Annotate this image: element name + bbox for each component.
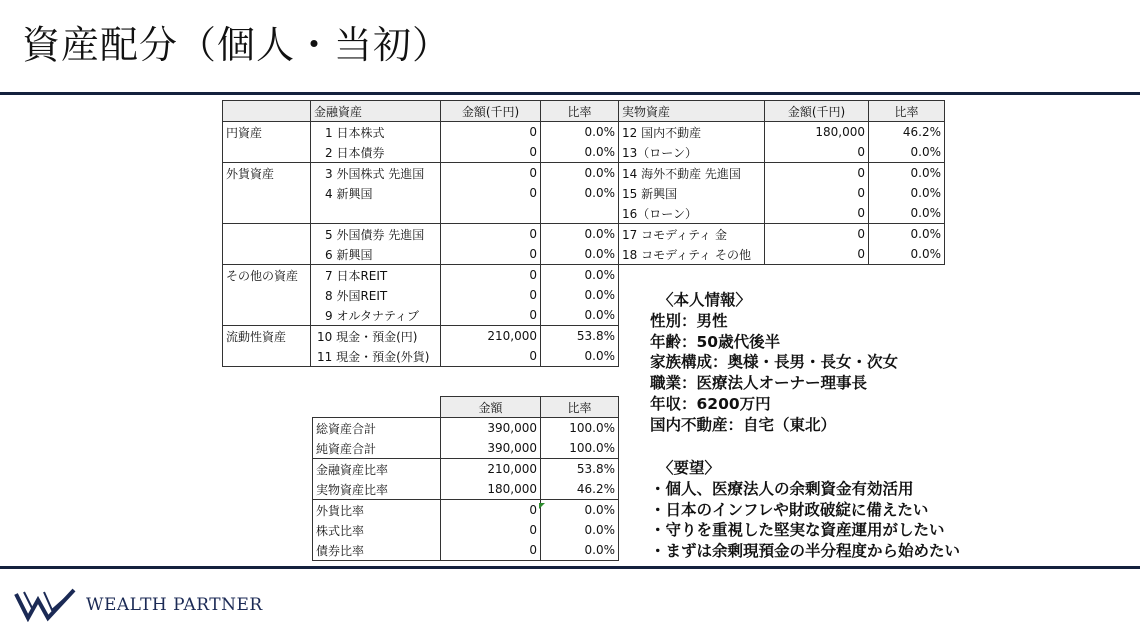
ratio-cell: 0.0% — [541, 346, 619, 367]
brand-logo — [14, 588, 263, 622]
table-row — [223, 265, 945, 286]
brand-name: WEALTH PARTNER — [86, 595, 263, 615]
wish-line: ・守りを重視した堅実な資産運用がしたい — [650, 521, 945, 540]
item-cell — [311, 203, 441, 224]
profile-section — [650, 290, 898, 436]
amount-cell: 0 — [441, 265, 541, 286]
item-cell: 4 新興国 — [311, 183, 441, 203]
category-cell: 流動性資産 — [223, 326, 311, 347]
ratio-cell: 0.0% — [541, 224, 619, 245]
profile-heading: 〈本人情報〉 — [658, 291, 752, 309]
header-cell: 金融資産 — [311, 101, 441, 122]
summary-table — [312, 396, 619, 561]
ratio-cell: 53.8% — [541, 326, 619, 347]
profile-line: 家族構成：奥様・長男・長女・次女 — [650, 353, 899, 372]
amount-cell: 0 — [765, 183, 869, 203]
table-row — [223, 224, 945, 245]
table-header-row — [223, 101, 945, 122]
amount-cell: 0 — [765, 203, 869, 224]
wish-line: ・個人、医療法人の余剰資金有効活用 — [650, 479, 914, 498]
header-cell: 比率 — [541, 101, 619, 122]
page-title: 資産配分（個人・当初） — [22, 23, 452, 67]
profile-line: 年齢：50歳代後半 — [650, 332, 781, 351]
table-row — [223, 163, 945, 184]
item-cell: 2 日本債券 — [311, 142, 441, 163]
amount-cell: 0 — [441, 142, 541, 163]
label-cell: 債券比率 — [313, 540, 441, 561]
ratio-cell: 53.8% — [541, 459, 619, 480]
amount-cell: 0 — [441, 244, 541, 265]
label-cell: 純資産合計 — [313, 438, 441, 459]
category-cell — [223, 346, 311, 367]
ratio-cell: 0.0% — [541, 500, 619, 521]
table-row — [313, 459, 619, 480]
label-cell: 金融資産比率 — [313, 459, 441, 480]
amount-cell: 0 — [765, 142, 869, 163]
item-cell: 9 オルタナティブ — [311, 305, 441, 326]
item-cell: 1 日本株式 — [311, 122, 441, 143]
bottom-divider — [0, 566, 1140, 569]
category-cell: 円資産 — [223, 122, 311, 143]
item-cell: 7 日本REIT — [311, 265, 441, 286]
empty-cell — [619, 265, 945, 286]
table-row — [313, 418, 619, 439]
profile-line: 年収：6200万円 — [650, 394, 771, 413]
item-cell: 17 コモディティ 金 — [619, 224, 765, 245]
category-cell: その他の資産 — [223, 265, 311, 286]
amount-cell: 0 — [441, 305, 541, 326]
amount-cell: 0 — [441, 163, 541, 184]
ratio-cell: 0.0% — [869, 224, 945, 245]
item-cell: 5 外国債券 先進国 — [311, 224, 441, 245]
table-row — [313, 540, 619, 561]
table-row — [313, 500, 619, 521]
amount-cell: 0 — [765, 163, 869, 184]
top-divider — [0, 92, 1140, 95]
wish-line: ・まずは余剰現預金の半分程度から始めたい — [650, 542, 961, 561]
item-cell: 12 国内不動産 — [619, 122, 765, 143]
header-cell: 比率 — [869, 101, 945, 122]
header-cell — [313, 397, 441, 418]
header-cell — [223, 101, 311, 122]
ratio-cell: 46.2% — [869, 122, 945, 143]
item-cell: 11 現金・預金(外貨) — [311, 346, 441, 367]
ratio-cell: 100.0% — [541, 418, 619, 439]
amount-cell: 210,000 — [441, 459, 541, 480]
cell-comment-marker — [539, 503, 545, 509]
header-cell: 実物資産 — [619, 101, 765, 122]
category-cell — [223, 244, 311, 265]
table-row — [223, 244, 945, 265]
amount-cell: 180,000 — [765, 122, 869, 143]
label-cell: 総資産合計 — [313, 418, 441, 439]
item-cell: 16（ローン） — [619, 203, 765, 224]
ratio-cell — [541, 203, 619, 224]
wishes-section — [650, 458, 960, 562]
item-cell: 8 外国REIT — [311, 285, 441, 305]
amount-cell: 0 — [441, 285, 541, 305]
item-cell: 6 新興国 — [311, 244, 441, 265]
amount-cell — [441, 203, 541, 224]
ratio-cell: 0.0% — [869, 244, 945, 265]
wish-line: ・日本のインフレや財政破綻に備えたい — [650, 500, 929, 519]
ratio-cell: 0.0% — [541, 285, 619, 305]
item-cell: 3 外国株式 先進国 — [311, 163, 441, 184]
table-row — [223, 203, 945, 224]
ratio-cell: 0.0% — [869, 163, 945, 184]
ratio-cell: 0.0% — [869, 183, 945, 203]
ratio-cell: 0.0% — [541, 540, 619, 561]
wp-logo-icon — [14, 588, 76, 622]
amount-cell: 0 — [441, 224, 541, 245]
ratio-cell: 0.0% — [541, 305, 619, 326]
amount-cell: 180,000 — [441, 479, 541, 500]
table-row — [223, 142, 945, 163]
table-row — [223, 122, 945, 143]
amount-cell: 0 — [441, 183, 541, 203]
amount-cell: 0 — [441, 500, 541, 521]
profile-line: 性別：男性 — [650, 311, 728, 330]
category-cell — [223, 203, 311, 224]
ratio-cell: 0.0% — [541, 142, 619, 163]
category-cell — [223, 224, 311, 245]
ratio-cell: 0.0% — [541, 163, 619, 184]
ratio-cell: 0.0% — [869, 203, 945, 224]
ratio-cell: 0.0% — [541, 265, 619, 286]
category-cell — [223, 183, 311, 203]
table-row — [313, 520, 619, 540]
item-cell: 13（ローン） — [619, 142, 765, 163]
item-cell: 15 新興国 — [619, 183, 765, 203]
header-cell: 金額(千円) — [765, 101, 869, 122]
ratio-cell: 0.0% — [541, 183, 619, 203]
table-header-row — [313, 397, 619, 418]
header-cell: 金額(千円) — [441, 101, 541, 122]
label-cell: 株式比率 — [313, 520, 441, 540]
label-cell: 外貨比率 — [313, 500, 441, 521]
table-row — [313, 438, 619, 459]
ratio-cell: 0.0% — [541, 122, 619, 143]
wishes-heading: 〈要望〉 — [658, 459, 721, 477]
ratio-cell: 0.0% — [869, 142, 945, 163]
category-cell — [223, 285, 311, 305]
header-cell: 比率 — [541, 397, 619, 418]
category-cell — [223, 142, 311, 163]
ratio-cell: 0.0% — [541, 244, 619, 265]
amount-cell: 0 — [441, 346, 541, 367]
amount-cell: 0 — [441, 122, 541, 143]
amount-cell: 390,000 — [441, 438, 541, 459]
category-cell: 外貨資産 — [223, 163, 311, 184]
profile-line: 職業：医療法人オーナー理事長 — [650, 374, 868, 393]
amount-cell: 0 — [441, 520, 541, 540]
profile-line: 国内不動産：自宅（東北） — [650, 415, 837, 434]
category-cell — [223, 305, 311, 326]
item-cell: 18 コモディティ その他 — [619, 244, 765, 265]
item-cell: 10 現金・預金(円) — [311, 326, 441, 347]
header-cell: 金額 — [441, 397, 541, 418]
table-row — [223, 183, 945, 203]
amount-cell: 210,000 — [441, 326, 541, 347]
item-cell: 14 海外不動産 先進国 — [619, 163, 765, 184]
amount-cell: 390,000 — [441, 418, 541, 439]
ratio-cell: 100.0% — [541, 438, 619, 459]
amount-cell: 0 — [441, 540, 541, 561]
label-cell: 実物資産比率 — [313, 479, 441, 500]
amount-cell: 0 — [765, 244, 869, 265]
ratio-cell: 0.0% — [541, 520, 619, 540]
table-row — [313, 479, 619, 500]
amount-cell: 0 — [765, 224, 869, 245]
ratio-cell: 46.2% — [541, 479, 619, 500]
